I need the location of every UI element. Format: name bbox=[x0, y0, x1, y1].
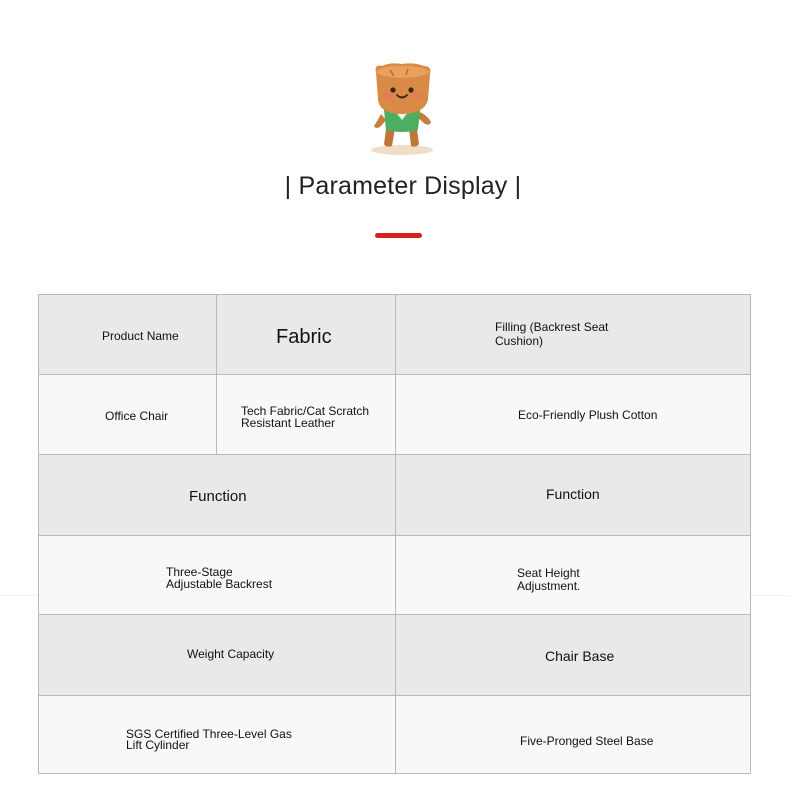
function-value-right-line1: Seat Height bbox=[517, 566, 580, 580]
table-row bbox=[39, 696, 750, 773]
table-cell bbox=[217, 375, 396, 454]
weight-header: Weight Capacity bbox=[187, 647, 275, 661]
weight-value-line2: Lift Cylinder bbox=[126, 738, 190, 752]
function-header-right: Function bbox=[546, 486, 600, 502]
fabric-value-line1: Tech Fabric/Cat Scratch bbox=[241, 404, 370, 418]
table-cell bbox=[396, 375, 750, 454]
function-value-left-line2: Adjustable Backrest bbox=[166, 577, 273, 591]
tree-stump-mascot-icon bbox=[364, 60, 440, 158]
base-header: Chair Base bbox=[545, 648, 615, 664]
table-cell bbox=[39, 455, 396, 535]
table-cell bbox=[39, 536, 396, 614]
function-header-left: Function bbox=[189, 488, 247, 505]
title-underline-accent bbox=[375, 233, 422, 238]
table-cell bbox=[396, 536, 750, 614]
table-cell bbox=[396, 295, 750, 374]
function-value-right-line2: Adjustment. bbox=[517, 579, 581, 593]
table-cell bbox=[396, 455, 750, 535]
table-cell bbox=[39, 615, 396, 695]
product-name-header: Product Name bbox=[102, 329, 179, 343]
table-row bbox=[39, 375, 750, 455]
weight-value-line1: SGS Certified Three-Level Gas bbox=[126, 727, 292, 741]
table-cell bbox=[39, 696, 396, 773]
table-row bbox=[39, 295, 750, 375]
table-cell bbox=[217, 295, 396, 374]
fabric-header: Fabric bbox=[276, 326, 332, 348]
table-row bbox=[39, 615, 750, 696]
filling-header-line2: Cushion) bbox=[495, 334, 544, 348]
filling-value: Eco-Friendly Plush Cotton bbox=[518, 408, 658, 422]
page-title: | Parameter Display | bbox=[284, 172, 522, 200]
table-cell bbox=[396, 696, 750, 773]
base-value: Five-Pronged Steel Base bbox=[520, 734, 654, 748]
function-value-left-line1: Three-Stage bbox=[166, 565, 233, 579]
fabric-value-line2: Resistant Leather bbox=[241, 416, 336, 430]
table-cell bbox=[39, 295, 217, 374]
table-cell bbox=[396, 615, 750, 695]
filling-header-line1: Filling (Backrest Seat bbox=[495, 320, 609, 334]
table-row bbox=[39, 455, 750, 536]
table-cell bbox=[39, 375, 217, 454]
product-name-value: Office Chair bbox=[105, 409, 169, 423]
table-row bbox=[39, 536, 750, 615]
parameter-table bbox=[38, 294, 751, 774]
